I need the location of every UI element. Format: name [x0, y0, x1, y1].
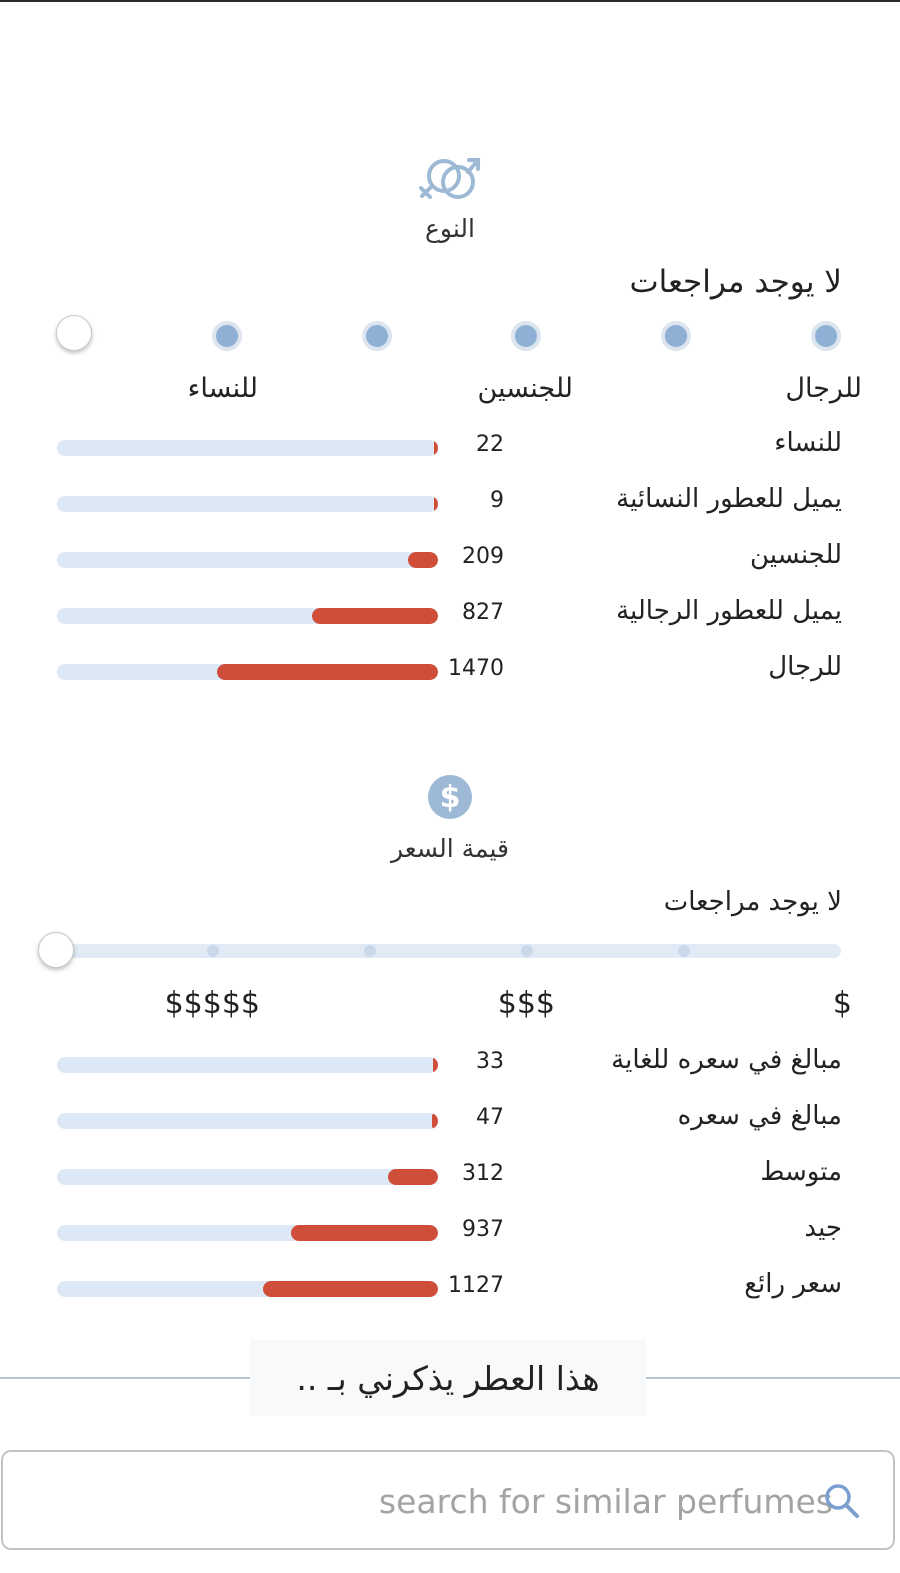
- price-slider-tick[interactable]: [207, 945, 219, 957]
- gender-rating-row: [0, 540, 900, 580]
- search-icon[interactable]: [823, 1482, 861, 1524]
- reminds-me-heading: هذا العطر يذكرني بـ ..: [250, 1340, 646, 1416]
- price-section-title: قيمة السعر: [390, 834, 510, 863]
- top-border: [0, 0, 900, 2]
- price-rating-bar-track: [57, 1113, 438, 1129]
- price-rating-bar-fill: [263, 1281, 438, 1297]
- price-rating-row: [0, 1157, 900, 1197]
- price-rating-label: مبالغ في سعره: [677, 1101, 842, 1131]
- gender-rating-bar-track: [57, 496, 438, 512]
- gender-rating-bar-fill: [434, 440, 438, 456]
- price-scale-label-high: $$$$$: [164, 986, 260, 1021]
- section-divider: [0, 1377, 250, 1379]
- price-slider-tick[interactable]: [521, 945, 533, 957]
- svg-text:$: $: [439, 780, 461, 815]
- price-rating-row: [0, 1101, 900, 1141]
- price-rating-row: [0, 1045, 900, 1085]
- price-rating-bar-track: [57, 1225, 438, 1241]
- price-rating-label: جيد: [804, 1213, 842, 1243]
- scale-label-men: للرجال: [785, 373, 862, 404]
- price-rating-count: 937: [462, 1217, 504, 1242]
- gender-rating-count: 9: [490, 488, 504, 513]
- gender-rating-label: يميل للعطور النسائية: [616, 484, 842, 514]
- price-rating-bar-fill: [432, 1113, 438, 1129]
- price-no-reviews-text: لا يوجد مراجعات: [663, 887, 842, 917]
- gender-rating-row: [0, 652, 900, 692]
- gender-rating-count: 827: [462, 600, 504, 625]
- gender-rating-label: يميل للعطور الرجالية: [616, 596, 842, 626]
- price-rating-label: متوسط: [760, 1157, 842, 1187]
- gender-rating-bar-fill: [408, 552, 438, 568]
- price-slider-tick[interactable]: [364, 945, 376, 957]
- gender-rating-count: 209: [462, 544, 504, 569]
- price-rating-row: [0, 1213, 900, 1253]
- price-rating-bar-track: [57, 1281, 438, 1297]
- price-slider-handle[interactable]: [38, 932, 74, 968]
- gender-rating-row: [0, 484, 900, 524]
- section-divider: [646, 1377, 900, 1379]
- gender-rating-bar-fill: [312, 608, 438, 624]
- dollar-icon: [0, 774, 900, 820]
- price-rating-label: سعر رائع: [744, 1269, 842, 1299]
- gender-symbols-icon: [0, 150, 900, 210]
- gender-rating-label: للجنسين: [750, 540, 842, 570]
- price-rating-count: 312: [462, 1161, 504, 1186]
- price-rating-count: 1127: [448, 1273, 504, 1298]
- gender-section-title: النوع: [425, 214, 475, 243]
- gender-rating-row: [0, 596, 900, 636]
- similar-perfume-search-box[interactable]: [1, 1450, 895, 1550]
- gender-vote-option[interactable]: [362, 321, 392, 351]
- gender-rating-label: للنساء: [774, 428, 842, 458]
- price-rating-bar-track: [57, 1169, 438, 1185]
- similar-perfume-search-input[interactable]: [23, 1472, 833, 1530]
- price-rating-bar-track: [57, 1057, 438, 1073]
- price-rating-label: مبالغ في سعره للغاية: [611, 1045, 842, 1075]
- gender-vote-women-option[interactable]: [56, 315, 92, 351]
- price-slider-tick[interactable]: [678, 945, 690, 957]
- gender-rating-bar-track: [57, 664, 438, 680]
- gender-rating-count: 1470: [448, 656, 504, 681]
- price-rating-count: 47: [476, 1105, 504, 1130]
- price-rating-bar-fill: [433, 1057, 438, 1073]
- gender-rating-bar-fill: [434, 496, 438, 512]
- gender-rating-bar-track: [57, 608, 438, 624]
- gender-vote-option[interactable]: [511, 321, 541, 351]
- price-scale-label-low: $: [832, 986, 852, 1021]
- gender-rating-bar-track: [57, 552, 438, 568]
- gender-vote-men-option[interactable]: [811, 321, 841, 351]
- price-rating-count: 33: [476, 1049, 504, 1074]
- gender-no-reviews-text: لا يوجد مراجعات: [629, 264, 842, 300]
- gender-rating-bar-track: [57, 440, 438, 456]
- price-scale-label-mid: $$$: [497, 986, 555, 1021]
- price-rating-row: [0, 1269, 900, 1309]
- gender-rating-row: [0, 428, 900, 468]
- gender-rating-count: 22: [476, 432, 504, 457]
- gender-vote-option[interactable]: [212, 321, 242, 351]
- scale-label-women: للنساء: [187, 373, 258, 404]
- scale-label-unisex: للجنسين: [477, 373, 573, 404]
- price-rating-bar-fill: [388, 1169, 438, 1185]
- gender-rating-label: للرجال: [768, 652, 842, 682]
- gender-rating-bar-fill: [217, 664, 438, 680]
- gender-vote-option[interactable]: [661, 321, 691, 351]
- price-vote-slider[interactable]: [57, 944, 841, 958]
- price-rating-bar-fill: [291, 1225, 438, 1241]
